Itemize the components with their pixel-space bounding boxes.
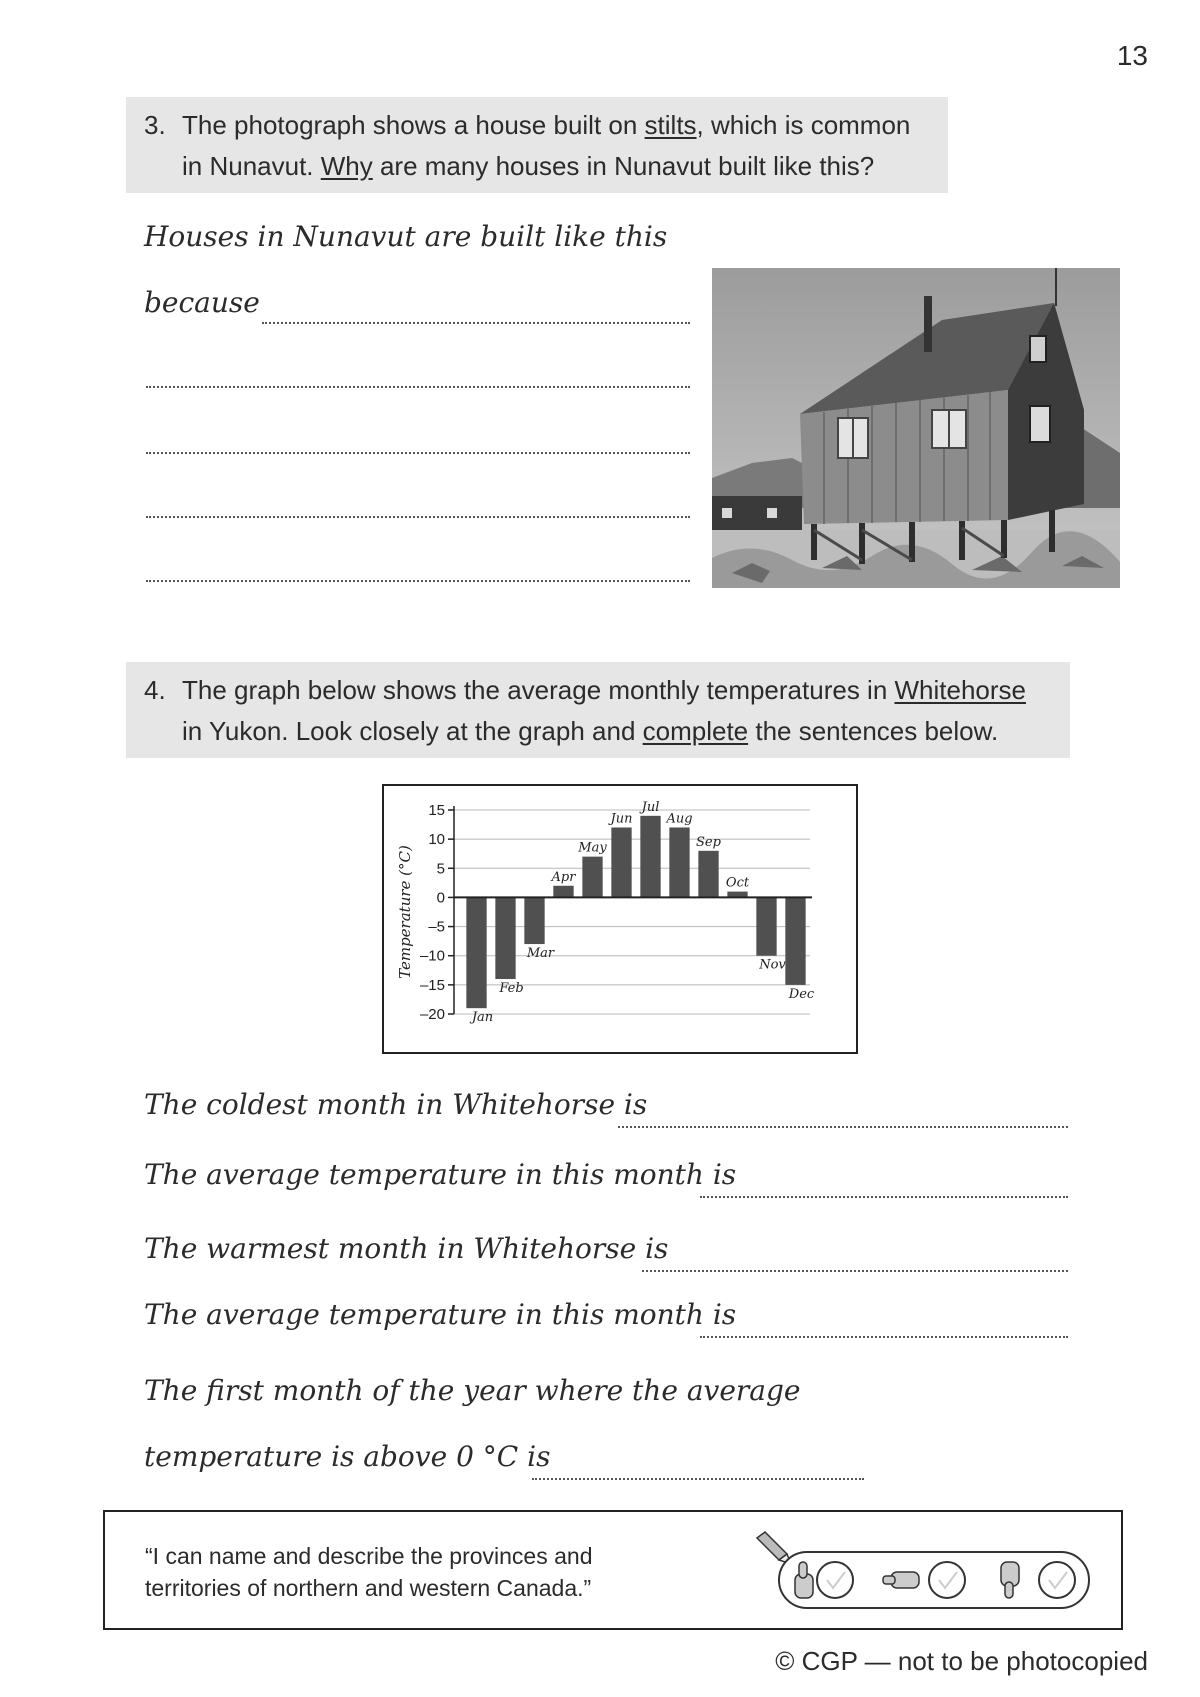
answer-line[interactable]: [146, 452, 690, 454]
text: in Nunavut.: [182, 151, 321, 181]
self-check-box: [103, 1510, 1123, 1630]
temperature-chart: [382, 784, 858, 1054]
question-number: 3.: [144, 110, 166, 140]
sentence-warmest-month: The warmest month in Whitehorse is: [144, 1232, 669, 1265]
page-number: 13: [1116, 40, 1148, 71]
question-number: 4.: [144, 675, 166, 705]
y-tick-label: 15: [428, 802, 445, 819]
category-label: May: [578, 840, 607, 856]
self-check-statement: [145, 1540, 593, 1604]
category-label: Dec: [788, 986, 815, 1002]
keyword-stilts: stilts: [644, 110, 697, 140]
keyword-why: Why: [320, 151, 373, 181]
bar: [611, 827, 631, 897]
answer-line[interactable]: [532, 1478, 864, 1480]
answer-line[interactable]: [618, 1126, 1068, 1128]
answer-prompt-1: Houses in Nunavut are built like this: [144, 220, 668, 253]
sentence-coldest-month: The coldest month in Whitehorse is: [144, 1088, 648, 1121]
rating-checkbox-good[interactable]: [817, 1562, 853, 1598]
keyword-whitehorse: Whitehorse: [894, 675, 1026, 705]
sentence-coldest-temperature: The average temperature in this month is: [144, 1158, 737, 1191]
category-label: Sep: [696, 834, 721, 850]
question-3-box: [126, 97, 948, 193]
text: , which is common: [696, 110, 911, 140]
bar: [495, 897, 515, 979]
bar: [553, 886, 573, 898]
text: the sentences below.: [748, 716, 999, 746]
answer-line[interactable]: [700, 1336, 1068, 1338]
bar: [669, 827, 689, 897]
text: The photograph shows a house built on: [182, 110, 645, 140]
answer-line[interactable]: [146, 386, 690, 388]
bar: [524, 897, 544, 944]
category-label: Apr: [551, 869, 576, 885]
y-tick-label: 5: [436, 860, 445, 878]
self-rating-scale: [751, 1528, 1101, 1618]
rating-checkbox-ok[interactable]: [929, 1562, 965, 1598]
answer-line[interactable]: [642, 1270, 1068, 1272]
answer-line[interactable]: [700, 1196, 1068, 1198]
category-label: Nov: [759, 957, 786, 973]
house-on-stilts-photo: [712, 268, 1120, 588]
answer-line[interactable]: [146, 516, 690, 518]
question-3-line-2: [182, 146, 874, 187]
question-4-line-1: [182, 670, 1026, 711]
text: The graph below shows the average monthly temperatures in: [182, 675, 895, 705]
category-label: Jul: [641, 799, 660, 815]
sentence-first-month-above-zero-2: temperature is above 0 °C is: [144, 1440, 551, 1473]
rating-checkbox-bad[interactable]: [1039, 1562, 1075, 1598]
category-label: Mar: [526, 946, 555, 962]
statement-line: territories of northern and western Canada.”: [145, 1575, 592, 1601]
y-tick-label: –15: [419, 976, 445, 994]
question-4-box: [126, 662, 1070, 758]
answer-line[interactable]: [262, 322, 690, 324]
y-tick-label: –20: [419, 1006, 445, 1023]
keyword-complete: complete: [642, 716, 749, 746]
copyright-footer: © CGP — not to be photocopied: [775, 1646, 1148, 1676]
pencil-icon: [757, 1532, 791, 1564]
answer-line[interactable]: [146, 580, 690, 582]
bar: [785, 897, 805, 984]
statement-line: “I can name and describe the provinces and: [145, 1543, 593, 1569]
y-tick-label: 10: [428, 831, 445, 849]
y-tick-label: –5: [428, 918, 445, 936]
y-tick-label: 0: [436, 889, 445, 907]
category-label: Jun: [610, 811, 633, 827]
question-4-line-2: [182, 711, 998, 752]
y-axis-label: Temperature (°C): [396, 845, 414, 979]
temperature-chart-svg: [384, 786, 856, 1052]
sentence-warmest-temperature: The average temperature in this month is: [144, 1298, 737, 1331]
answer-prompt-2: because: [144, 286, 260, 319]
bar: [640, 816, 660, 898]
text: in Yukon. Look closely at the graph and: [182, 716, 643, 746]
category-label: Feb: [499, 981, 524, 997]
bar: [466, 897, 486, 1008]
bar: [756, 897, 776, 955]
bar: [582, 857, 602, 898]
category-label: Jan: [471, 1010, 494, 1026]
sentence-first-month-above-zero: The first month of the year where the average: [144, 1374, 801, 1407]
category-label: Aug: [666, 811, 693, 827]
question-3-line-1: [182, 105, 910, 146]
bar: [698, 851, 718, 898]
text: are many houses in Nunavut built like this?: [372, 151, 875, 181]
category-label: Oct: [725, 875, 750, 891]
y-tick-label: –10: [419, 947, 445, 965]
